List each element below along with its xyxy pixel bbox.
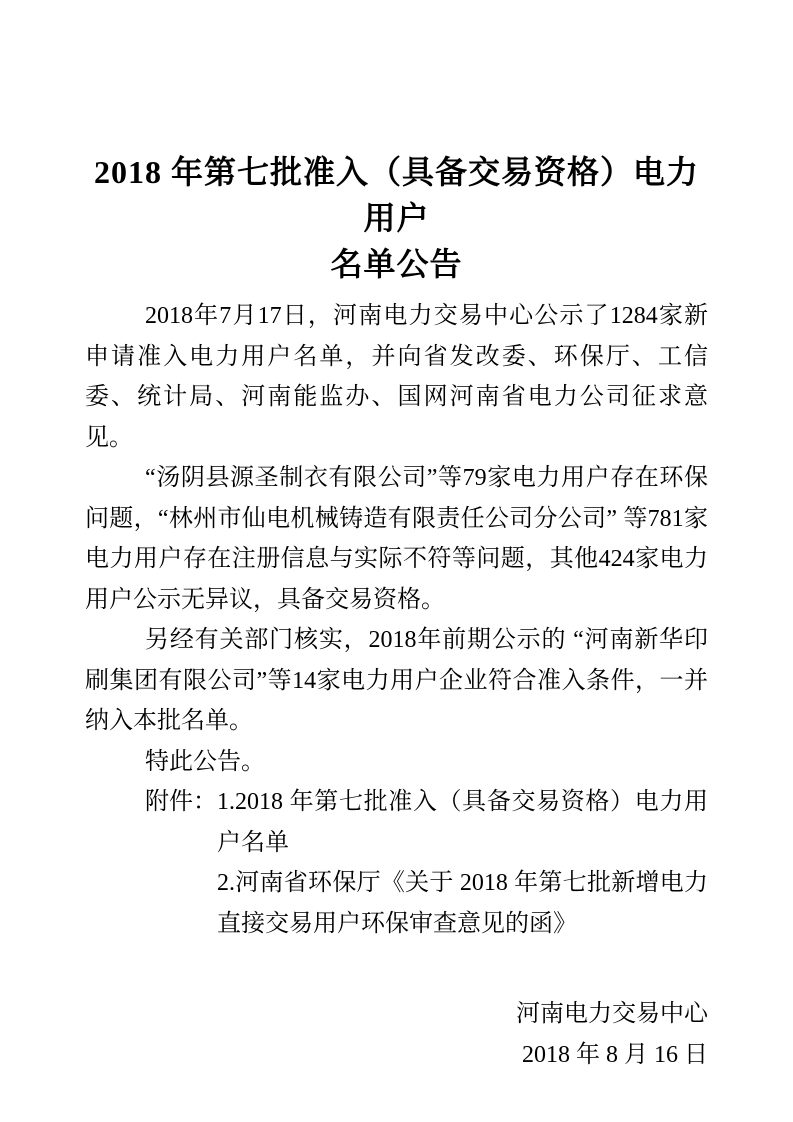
document-title-line-2: 名单公告 xyxy=(330,246,463,282)
document-title-line-1: 2018 年第七批准入（具备交易资格）电力用户 xyxy=(93,154,699,236)
signature-block xyxy=(85,994,708,1075)
paragraph-closing-statement: 特此公告。 xyxy=(145,748,265,775)
document-body xyxy=(85,296,708,1075)
paragraph-announcement-intro: 2018年7月17日，河南电力交易中心公示了1284家新申请准入电力用户名单，并向省发改委、环保厅、工信委、统计局、河南能监办、国网河南省电力公司征求意见。 xyxy=(85,303,708,451)
attachments-list xyxy=(217,782,708,944)
paragraph-additional-approvals: 另经有关部门核实，2018年前期公示的 “河南新华印刷集团有限公司”等14家电力用户企业符合准入条件，一并纳入本批名单。 xyxy=(85,627,708,734)
document-title xyxy=(85,149,708,287)
attachment-item-1: 1.2018 年第七批准入（具备交易资格）电力用户名单 xyxy=(217,789,708,856)
attachment-item-2: 2.河南省环保厅《关于 2018 年第七批新增电力直接交易用户环保审查意见的函》 xyxy=(217,870,708,937)
signature-date: 2018 年 8 月 16 日 xyxy=(522,1041,708,1068)
paragraph-objection-results: “汤阴县源圣制衣有限公司”等79家电力用户存在环保问题，“林州市仙电机械铸造有限责任公司分公司” 等781家电力用户存在注册信息与实际不符等问题，其他424家电力用户公示无异议，具备交易资格。 xyxy=(85,465,708,613)
signature-organization: 河南电力交易中心 xyxy=(516,1001,708,1027)
attachments-block xyxy=(145,782,708,944)
attachments-label: 附件： xyxy=(145,789,217,815)
